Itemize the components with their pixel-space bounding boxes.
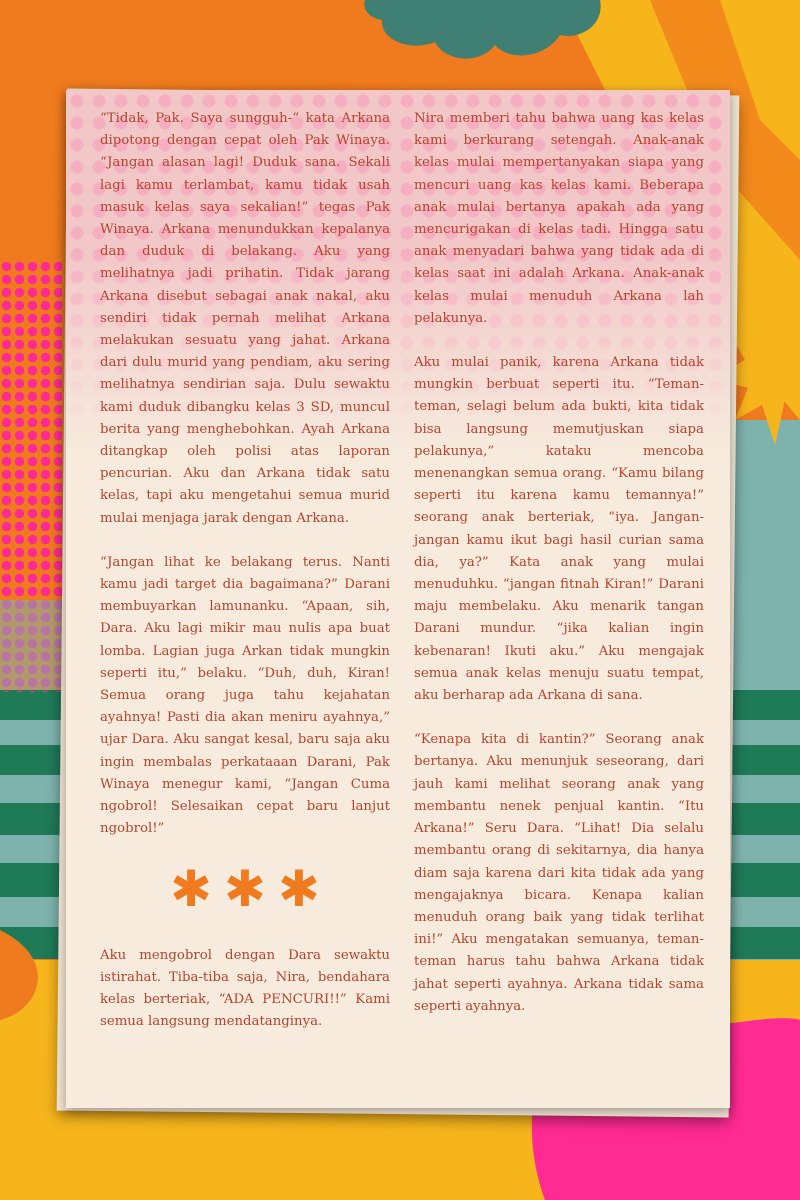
section-separator bbox=[100, 859, 390, 918]
asterisk-icon: ✱ bbox=[277, 859, 320, 918]
paragraph: “Kenapa kita di kantin?” Seorang anak bertanya. Aku menunjuk seseorang, dari jauh kami melihat seorang anak yang membantu nenek penjual kantin. “Itu Arkana!” Seru Dara. “Lihat! Dia selalu membantu orang di sekitarnya, dia hanya diam saja karena dari kita tidak ada yang mengajaknya bicara. Kenapa kalian menuduh orang baik yang tidak terlihat ini!” Aku mengatakan semuanya, teman-teman harus tahu bahwa Arkana tidak jahat seperti ayahnya. Arkana tidak sama seperti ayahnya. bbox=[414, 732, 704, 1014]
paragraph: “Jangan lihat ke belakang terus. Nanti kamu jadi target dia bagaimana?” Darani membuyarkan lamunanku. “Apaan, sih, Dara. Aku lagi mikir mau nulis apa buat lomba. Lagian juga Arkan tidak mungkin seperti itu,” belaku. “Duh, duh, Kiran! Semua orang juga tahu kejahatan ayahnya! Pasti dia akan meniru ayahnya,” ujar Dara. Aku sangat kesal, baru saja aku ingin membalas perkataaan Darani, Pak Winaya menegur kami, “Jangan Cuma ngobrol! Selesaikan cepat baru lanjut ngobrol!” bbox=[100, 554, 390, 837]
asterisk-icon: ✱ bbox=[170, 859, 213, 918]
story-page bbox=[66, 90, 730, 1108]
paragraph: “Tidak, Pak. Saya sungguh-“ kata Arkana dipotong dengan cepat oleh Pak Winaya. “Jangan alasan lagi! Duduk sana. Sekali lagi kamu terlambat, kamu tidak usah masuk kelas saya sekalian!” tegas Pak Winaya. Arkana menundukkan kepalanya dan duduk di belakang. Aku yang melihatnya jadi prihatin. Tidak jarang Arkana disebut sebagai anak nakal, aku sendiri tidak pernah melihat Arkana melakukan sesuatu yang jahat. Arkana dari dulu murid yang pendiam, aku sering melihatnya sendirian saja. Dulu sewaktu kami duduk dibangku kelas 3 SD, muncul berita yang menghebohkan. Ayah Arkana ditangkap oleh polisi atas laporan pencurian. Aku dan Arkana tidak satu kelas, tapi aku mengetahui semua murid mulai menjaga jarak dengan Arkana. bbox=[100, 111, 390, 526]
right-column bbox=[414, 108, 704, 1040]
paragraph: Aku mulai panik, karena Arkana tidak mungkin berbuat seperti itu. “Teman-teman, selagi belum ada bukti, kita tidak bisa langsung memutjuskan siapa pelakunya,” kataku mencoba menenangkan semua orang. “Kamu bilang seperti itu karena kamu temannya!” seorang anak berteriak, “iya. Jangan-jangan kamu ikut bagi hasil curian sama dia, ya?” Kata anak yang mulai menuduhku. “jangan fitnah Kiran!” Darani maju membelaku. Aku menarik tangan Darani mundur. “jika kalian ingin kebenaran! Ikuti aku.” Aku mengajak semua anak kelas menuju suatu tempat, aku berharap ada Arkana di sana. bbox=[414, 355, 704, 704]
paragraph: Nira memberi tahu bahwa uang kas kelas kami berkurang setengah. Anak-anak kelas mulai mempertanyakan siapa yang mencuri uang kas kelas kami. Beberapa anak mulai bertanya apakah ada yang mencurigakan di kelas tadi. Hingga satu anak menyadari bahwa yang tidak ada di kelas saat ini adalah Arkana. Anak-anak kelas mulai menuduh Arkana lah pelakunya. bbox=[414, 111, 704, 326]
paragraph: Aku mengobrol dengan Dara sewaktu istirahat. Tiba-tiba saja, Nira, bendahara kelas berteriak, “ADA PENCURI!!” Kami semua langsung mendatanginya. bbox=[100, 947, 390, 1030]
left-column bbox=[100, 108, 390, 1055]
asterisk-icon: ✱ bbox=[224, 859, 266, 918]
